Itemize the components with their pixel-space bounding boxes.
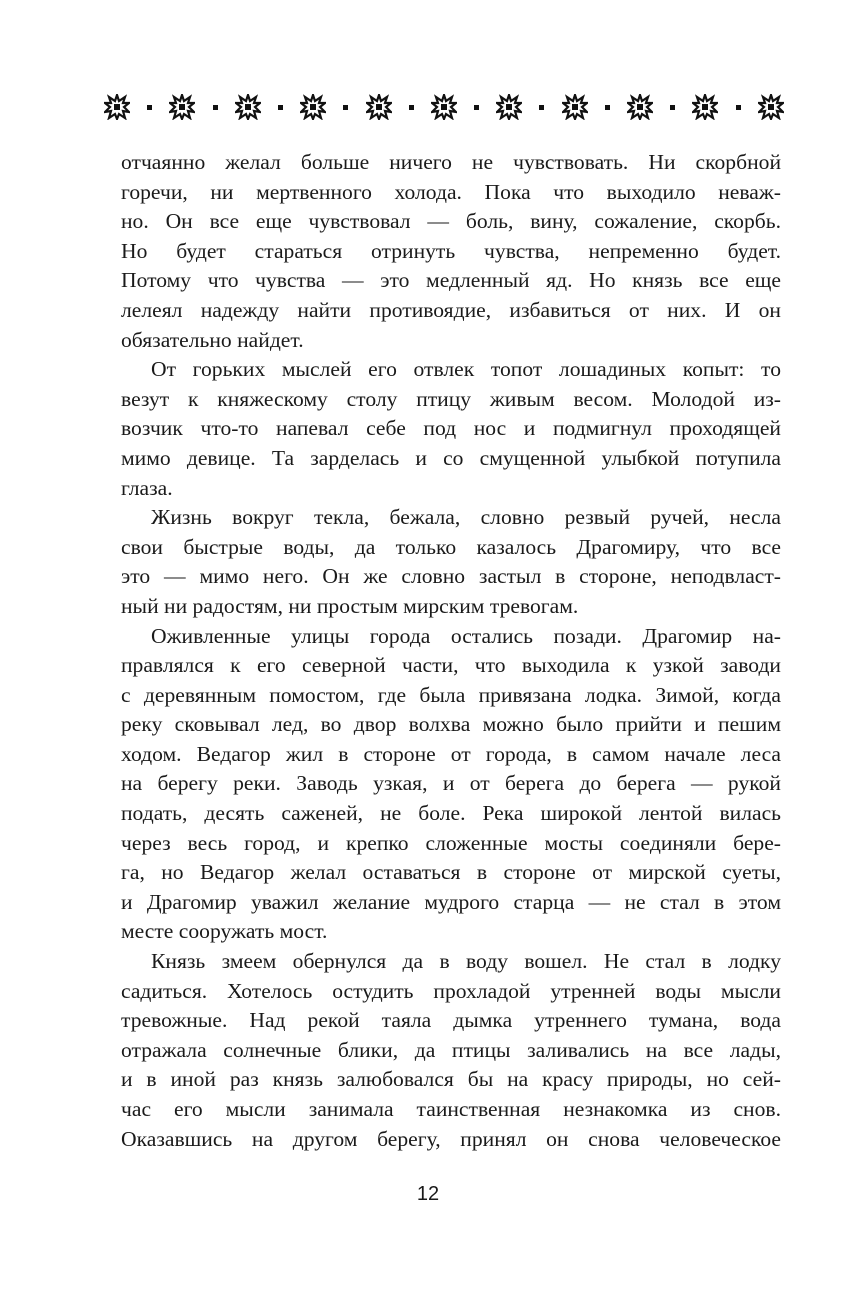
page-number: 12 <box>416 1183 440 1205</box>
ornament-star-icon <box>104 94 130 120</box>
text-line: и Драгомир уважил желание мудрого старца — не стал в этом <box>121 889 781 914</box>
ornament-star-icon <box>758 94 784 120</box>
ornament-dot-icon <box>147 105 152 110</box>
ornament-dot-icon <box>278 105 283 110</box>
text-line: на берегу реки. Заводь узкая, и от берега до берега — рукой <box>121 771 781 796</box>
text-line: везут к княжескому столу птицу живым весом. Молодой из- <box>121 386 781 411</box>
text-line: Оказавшись на другом берегу, принял он снова человеческое <box>121 1126 781 1151</box>
text-line: га, но Ведагор желал оставаться в стороне от мирской суеты, <box>121 860 781 885</box>
text-line: мимо девице. Та зарделась и со смущенной улыбкой потупила <box>121 445 781 470</box>
ornament-dot-icon <box>213 105 218 110</box>
ornament-star-icon <box>692 94 718 120</box>
text-line: через весь город, и крепко сложенные мосты соединяли бере- <box>121 830 781 855</box>
text-line: ходом. Ведагор жил в стороне от города, в самом начале леса <box>121 741 781 766</box>
body-text <box>121 148 781 1154</box>
text-line: От горьких мыслей его отвлек топот лошадиных копыт: то <box>151 357 781 382</box>
ornament-dot-icon <box>539 105 544 110</box>
ornament-header <box>104 94 784 120</box>
text-line: правлялся к его северной части, что выходила к узкой заводи <box>121 653 781 678</box>
text-line: Оживленные улицы города остались позади. Драгомир на- <box>151 623 781 648</box>
text-line: обязательно найдет. <box>121 327 304 352</box>
text-line: Жизнь вокруг текла, бежала, словно резвый ручей, несла <box>151 505 781 530</box>
ornament-dot-icon <box>474 105 479 110</box>
text-line: час его мысли занимала таинственная незнакомка из снов. <box>121 1097 781 1121</box>
ornament-dot-icon <box>736 105 741 110</box>
ornament-star-icon <box>235 94 261 120</box>
ornament-star-icon <box>431 94 457 120</box>
ornament-dot-icon <box>670 105 675 110</box>
ornament-dot-icon <box>343 105 348 110</box>
text-line: реку сковывал лед, во двор волхва можно было прийти и пешим <box>121 712 781 737</box>
text-line: это — мимо него. Он же словно застыл в стороне, неподвласт- <box>121 564 781 589</box>
text-line: возчик что-то напевал себе под нос и подмигнул проходящей <box>121 416 781 441</box>
text-line: ный ни радостям, ни простым мирским тревогам. <box>121 593 579 618</box>
ornament-star-icon <box>562 94 588 120</box>
text-line: Но будет стараться отринуть чувства, непременно будет. <box>121 238 781 263</box>
text-line: глаза. <box>121 475 173 500</box>
ornament-star-icon <box>300 94 326 120</box>
text-line: свои быстрые воды, да только казалось Драгомиру, что все <box>121 534 781 559</box>
text-line: с деревянным помостом, где была привязана лодка. Зимой, когда <box>121 682 781 707</box>
text-line: горечи, ни мертвенного холода. Пока что выходило неваж- <box>121 179 781 204</box>
text-line: лелеял надежду найти противоядие, избавиться от них. И он <box>121 297 781 322</box>
ornament-dot-icon <box>409 105 414 110</box>
text-line: месте сооружать мост. <box>121 919 328 944</box>
text-line: и в иной раз князь залюбовался бы на красу природы, но сей- <box>121 1067 781 1092</box>
text-line: Потому что чувства — это медленный яд. Но князь все еще <box>121 268 781 293</box>
text-line: но. Он все еще чувствовал — боль, вину, сожаление, скорбь. <box>121 209 781 234</box>
ornament-star-icon <box>366 94 392 120</box>
ornament-star-icon <box>627 94 653 120</box>
ornament-dot-icon <box>605 105 610 110</box>
ornament-star-icon <box>496 94 522 120</box>
ornament-star-icon <box>169 94 195 120</box>
text-line: тревожные. Над рекой таяла дымка утреннего тумана, вода <box>121 1008 781 1033</box>
text-line: Князь змеем обернулся да в воду вошел. Не стал в лодку <box>151 949 781 974</box>
text-line: отчаянно желал больше ничего не чувствовать. Ни скорбной <box>121 150 781 174</box>
text-line: отражала солнечные блики, да птицы заливались на все лады, <box>121 1037 781 1062</box>
text-line: подать, десять саженей, не боле. Река широкой лентой вилась <box>121 801 781 826</box>
text-line: садиться. Хотелось остудить прохладой утренней воды мысли <box>121 978 781 1003</box>
